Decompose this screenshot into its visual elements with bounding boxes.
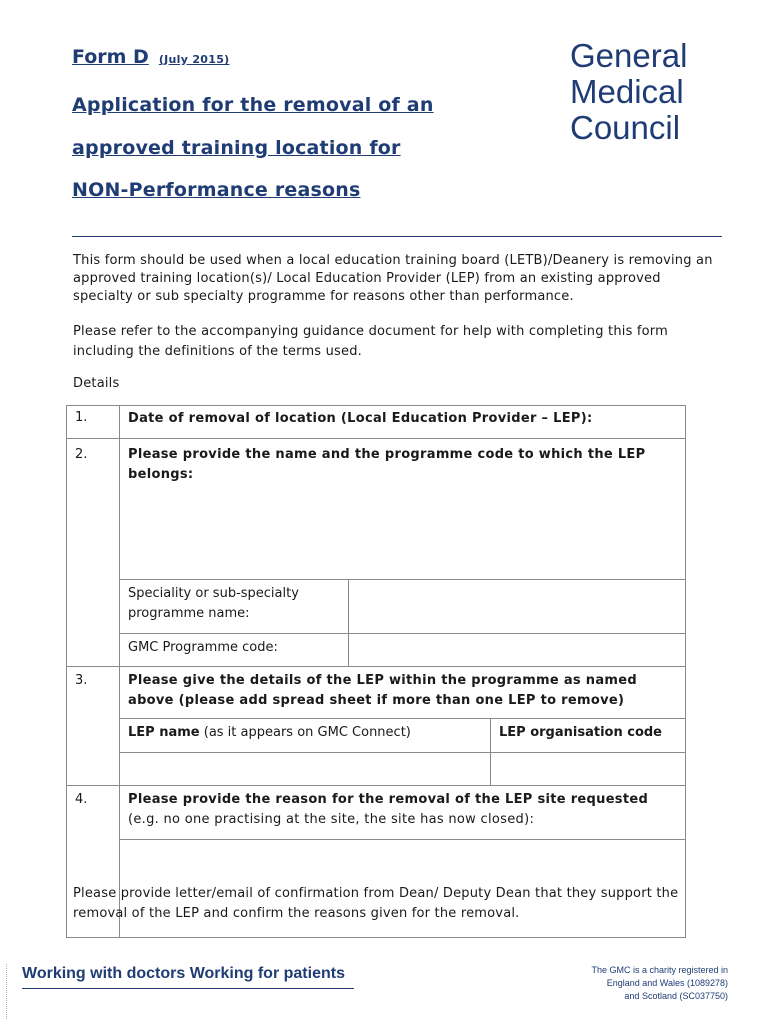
logo-line-council: Council [570,109,681,146]
date-of-removal-field[interactable] [120,406,686,439]
programme-name-row [67,580,686,634]
question-row-2 [67,439,686,580]
question-row-1 [67,406,686,439]
programme-code-label: GMC Programme code: [120,634,349,667]
footer-slogan: Working with doctors Working for patients [22,965,345,982]
question-text-1: Date of removal of location (Local Education Provider – LEP): [128,411,593,426]
question-number-3: 3. [67,667,120,786]
programme-code-row [67,634,686,667]
logo-line-general: General [570,37,688,74]
page-title-line-1: Application for the removal of an [72,94,434,116]
lep-name-note: (as it appears on GMC Connect) [199,725,411,740]
guidance-paragraph: Please refer to the accompanying guidance document for help with completing this form including the definitions of the terms used. [73,324,668,359]
lep-org-code-input[interactable] [491,753,686,786]
closing-paragraph: Please provide letter/email of confirmation from Dean/ Deputy Dean that they support the removal of the LEP and confirm the reasons given for the removal. [73,886,679,921]
gmc-logo [570,38,687,146]
details-table [66,405,686,938]
question-row-3 [67,667,686,719]
lep-name-label: LEP name [128,725,200,740]
lep-name-header [120,719,491,753]
page-title-line-2: approved training location for [72,137,401,159]
question-number-2: 2. [67,439,120,667]
question-number-1: 1. [67,406,120,439]
charity-line-1: The GMC is a charity registered in [591,965,728,975]
form-date: (July 2015) [158,53,230,66]
charity-notice [591,964,728,1003]
question-note-4: (e.g. no one practising at the site, the site has now closed): [128,812,535,827]
title-divider [72,236,722,237]
intro-paragraph: This form should be used when a local education training board (LETB)/Deanery is removing an approved training location(s)/ Local Education Provider (LEP) from an existing approved specialty or sub specialty programme for reasons other than performance. [73,253,713,304]
page-title-line-3: NON-Performance reasons [72,179,361,201]
programme-code-input[interactable] [349,634,686,667]
question-row-4 [67,786,686,840]
charity-line-2: England and Wales (1089278) [606,978,728,988]
margin-dots [6,964,7,1019]
lep-header-row [67,719,686,753]
form-label: Form D [72,46,149,68]
footer-divider [22,988,354,989]
question-text-4: Please provide the reason for the removal of the LEP site requested [128,792,649,807]
programme-name-label: Speciality or sub-specialty programme name: [120,580,349,634]
question-text-3: Please give the details of the LEP within the programme as named above (please add spread sheet if more than one LEP to remove) [120,667,686,719]
programme-name-input[interactable] [349,580,686,634]
form-title [72,46,230,68]
lep-name-input[interactable] [120,753,491,786]
question-text-2: Please provide the name and the programme code to which the LEP belongs: [120,439,686,580]
charity-line-3: and Scotland (SC037750) [624,991,728,1001]
logo-line-medical: Medical [570,73,684,110]
question-number-4: 4. [67,786,120,938]
lep-entry-row [67,753,686,786]
details-label: Details [73,376,120,391]
question-4-cell [120,786,686,840]
lep-org-code-header: LEP organisation code [491,719,686,753]
